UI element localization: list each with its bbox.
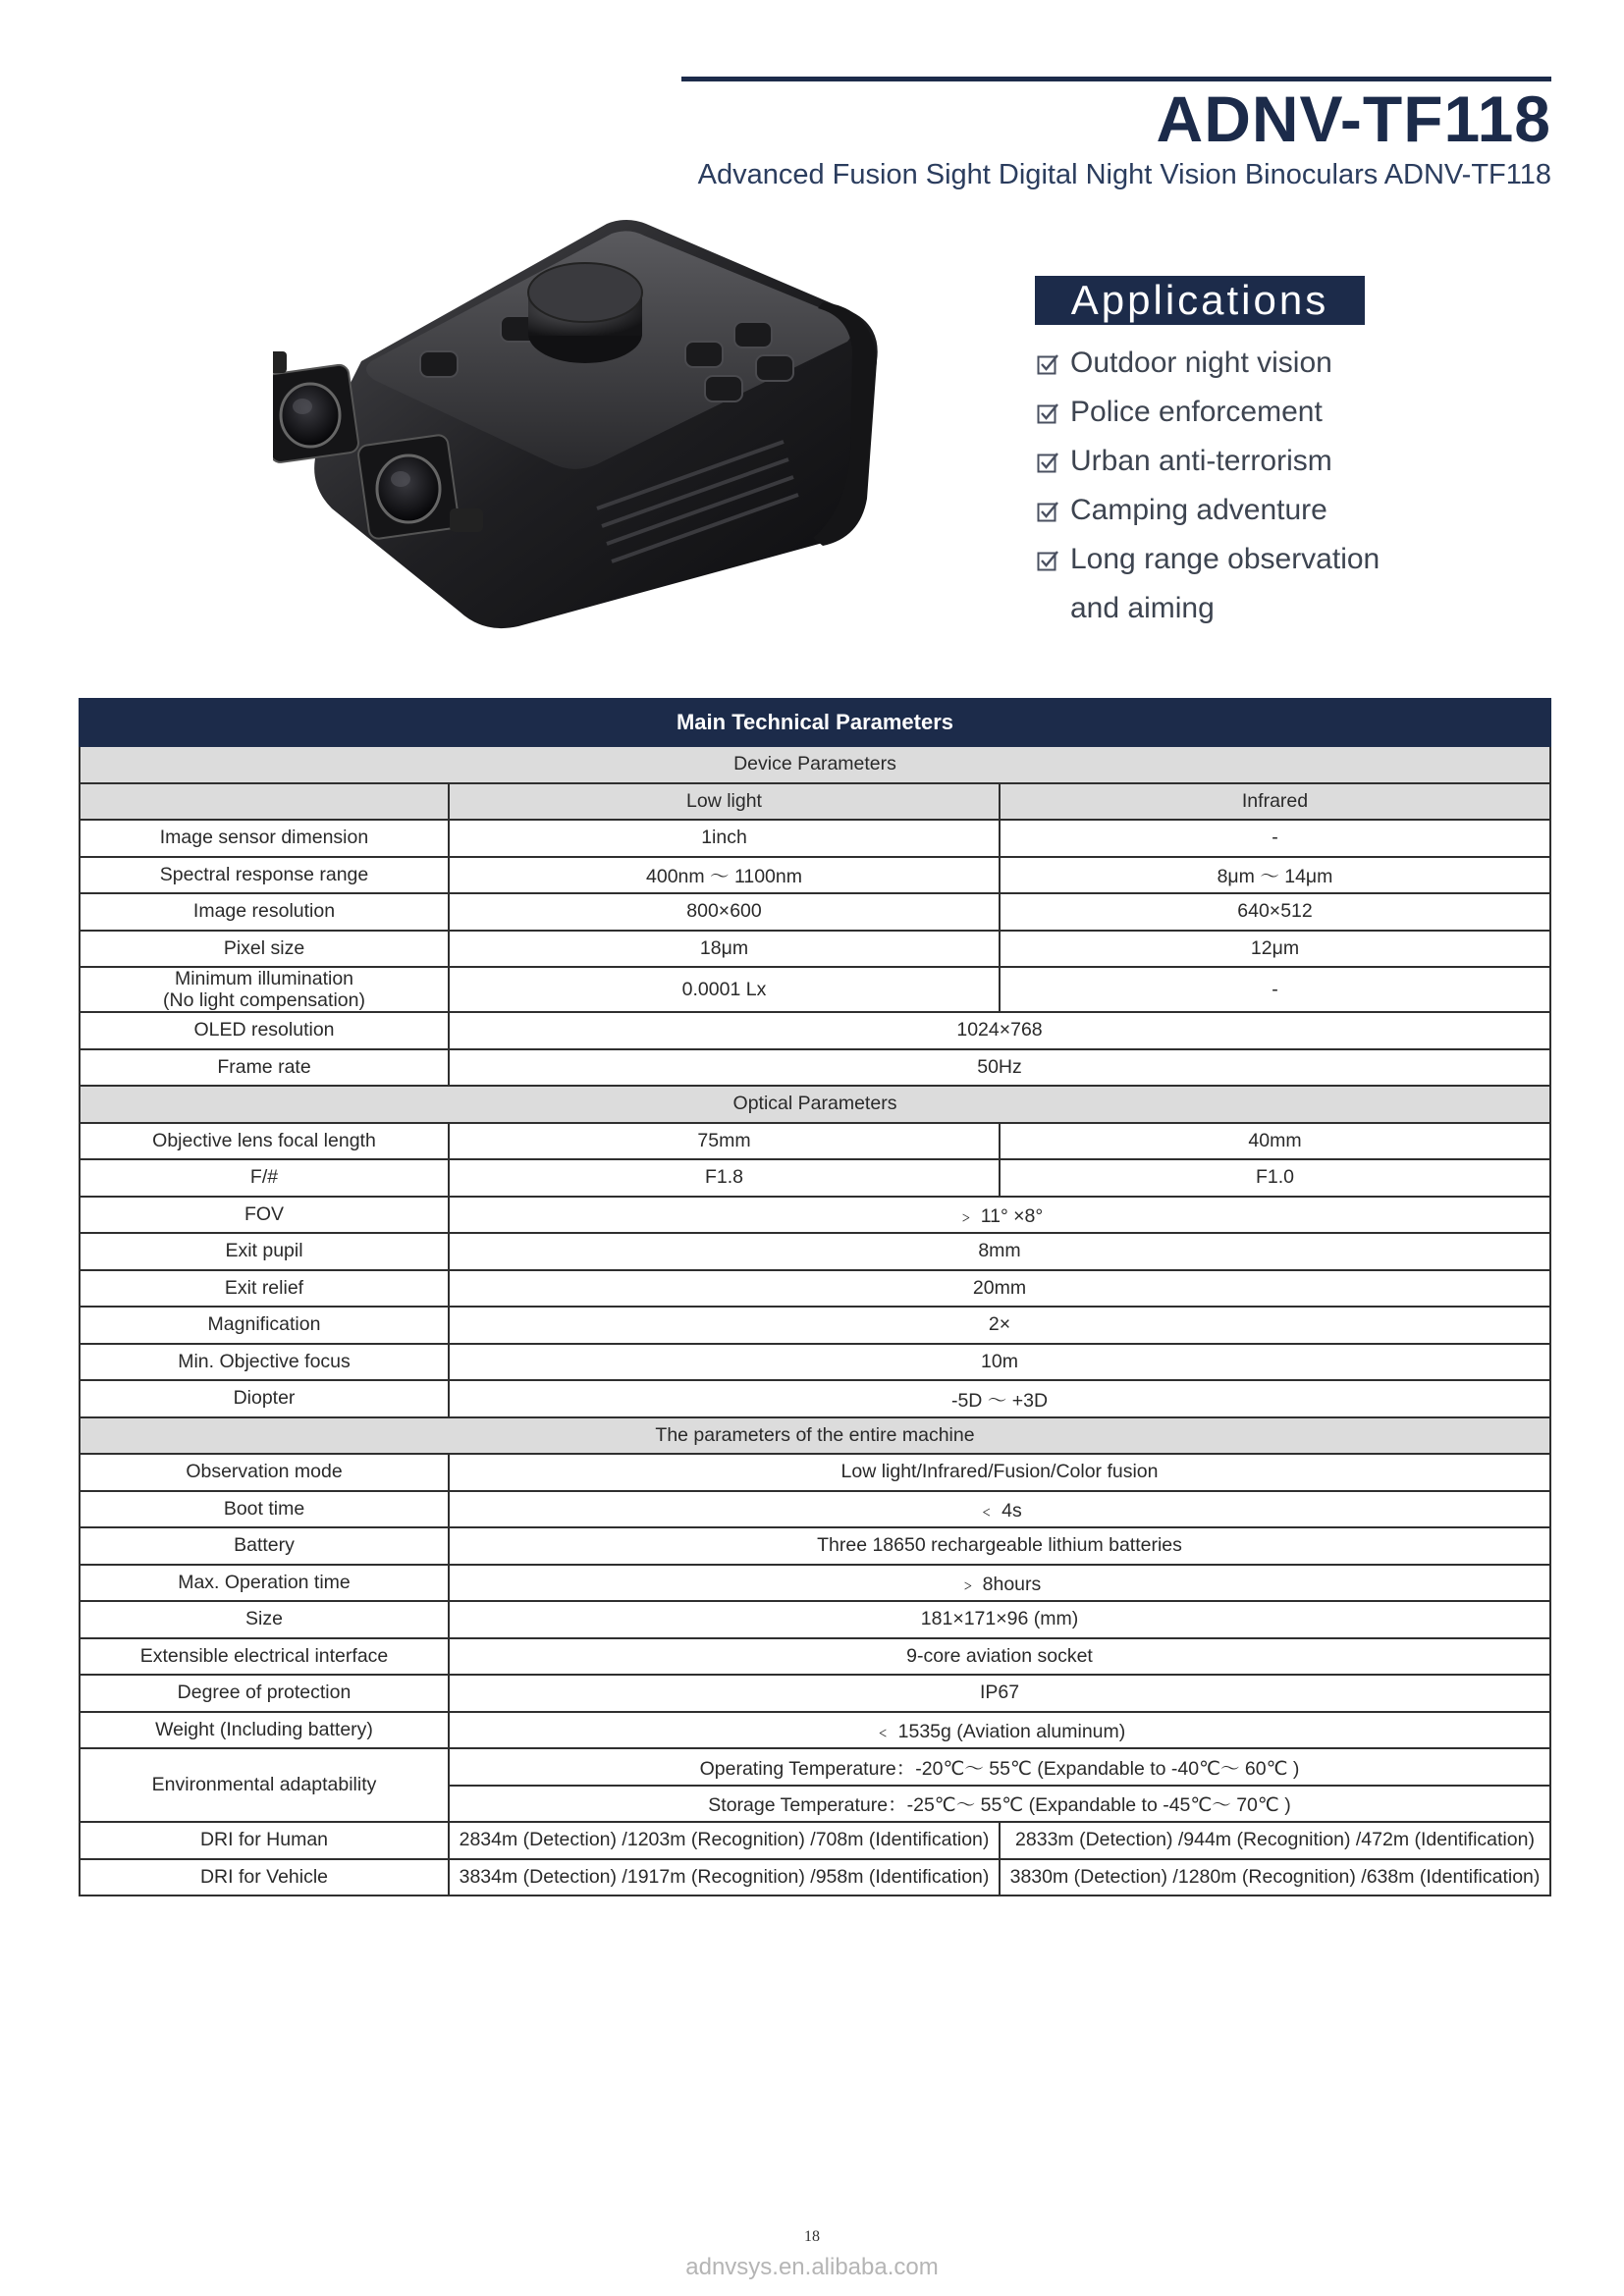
param-label: Battery xyxy=(80,1527,449,1565)
param-value: ﹤ 4s xyxy=(449,1491,1550,1528)
table-row xyxy=(80,1233,1550,1270)
application-label: Outdoor night vision xyxy=(1070,347,1332,379)
night-vision-binocular-photo xyxy=(273,214,901,636)
param-value-low: 75mm xyxy=(449,1123,1000,1160)
table-row xyxy=(80,857,1550,894)
table-row xyxy=(80,1307,1550,1344)
param-label-line: Minimum illumination xyxy=(174,968,354,989)
param-label xyxy=(80,967,449,1012)
column-header-row xyxy=(80,783,1550,821)
model-title: ADNV-TF118 xyxy=(1156,82,1551,155)
application-item xyxy=(1037,391,1380,440)
param-label: Size xyxy=(80,1601,449,1638)
param-value: ﹤ 1535g (Aviation aluminum) xyxy=(449,1712,1550,1749)
table-row xyxy=(80,1675,1550,1712)
param-label: Exit relief xyxy=(80,1270,449,1308)
page-number: 18 xyxy=(804,2228,820,2245)
param-label: Max. Operation time xyxy=(80,1565,449,1602)
table-row xyxy=(80,1270,1550,1308)
param-label: Spectral response range xyxy=(80,857,449,894)
column-header-infrared: Infrared xyxy=(1000,783,1550,821)
param-label: F/# xyxy=(80,1159,449,1197)
table-row xyxy=(80,1123,1550,1160)
application-item-continuation xyxy=(1037,587,1380,636)
section-machine: The parameters of the entire machine xyxy=(80,1417,1550,1455)
technical-parameters-table xyxy=(79,698,1551,1896)
param-value: 8mm xyxy=(449,1233,1550,1270)
application-label: and aiming xyxy=(1070,592,1215,624)
table-row xyxy=(80,1527,1550,1565)
param-value: 1024×768 xyxy=(449,1012,1550,1049)
param-value-low: 0.0001 Lx xyxy=(449,967,1000,1012)
application-item xyxy=(1037,489,1380,538)
checkbox-icon xyxy=(1037,452,1058,473)
table-row xyxy=(80,1822,1550,1859)
table-row xyxy=(80,1344,1550,1381)
table-row xyxy=(80,931,1550,968)
param-value: ﹥ 8hours xyxy=(449,1565,1550,1602)
param-value: 20mm xyxy=(449,1270,1550,1308)
param-value-ir: - xyxy=(1000,967,1550,1012)
param-value: 181×171×96 (mm) xyxy=(449,1601,1550,1638)
param-label: Image sensor dimension xyxy=(80,820,449,857)
param-value: Low light/Infrared/Fusion/Color fusion xyxy=(449,1454,1550,1491)
section-row xyxy=(80,746,1550,783)
param-label: Exit pupil xyxy=(80,1233,449,1270)
header-rule xyxy=(681,77,1551,81)
param-value: -5D ～ +3D xyxy=(449,1380,1550,1417)
param-value-low: F1.8 xyxy=(449,1159,1000,1197)
table-row xyxy=(80,1159,1550,1197)
param-value: 50Hz xyxy=(449,1049,1550,1087)
param-label: DRI for Vehicle xyxy=(80,1859,449,1896)
param-label: Degree of protection xyxy=(80,1675,449,1712)
application-item xyxy=(1037,440,1380,489)
param-label-line: (No light compensation) xyxy=(163,989,365,1011)
param-value: Three 18650 rechargeable lithium batteries xyxy=(449,1527,1550,1565)
table-row xyxy=(80,1859,1550,1896)
table-row xyxy=(80,1491,1550,1528)
table-row xyxy=(80,1454,1550,1491)
param-value-low: 2834m (Detection) /1203m (Recognition) /708m (Identification) xyxy=(449,1822,1000,1859)
application-label: Urban anti-terrorism xyxy=(1070,445,1332,477)
param-label: FOV xyxy=(80,1197,449,1234)
param-label: Boot time xyxy=(80,1491,449,1528)
table-row xyxy=(80,1712,1550,1749)
param-label: DRI for Human xyxy=(80,1822,449,1859)
section-optical: Optical Parameters xyxy=(80,1086,1550,1123)
param-label: Min. Objective focus xyxy=(80,1344,449,1381)
table-row xyxy=(80,1197,1550,1234)
application-label: Camping adventure xyxy=(1070,494,1327,526)
table-title: Main Technical Parameters xyxy=(80,699,1550,746)
param-value: 9-core aviation socket xyxy=(449,1638,1550,1676)
checkbox-icon xyxy=(1037,501,1058,522)
param-label: Observation mode xyxy=(80,1454,449,1491)
param-value-low: 3834m (Detection) /1917m (Recognition) /958m (Identification) xyxy=(449,1859,1000,1896)
column-header-empty xyxy=(80,783,449,821)
application-item xyxy=(1037,342,1380,391)
table-row xyxy=(80,820,1550,857)
checkbox-icon xyxy=(1037,402,1058,424)
param-label: Extensible electrical interface xyxy=(80,1638,449,1676)
section-row xyxy=(80,1417,1550,1455)
param-value-ir: - xyxy=(1000,820,1550,857)
checkbox-icon xyxy=(1037,353,1058,375)
param-label: OLED resolution xyxy=(80,1012,449,1049)
table-row xyxy=(80,1748,1550,1786)
product-subtitle: Advanced Fusion Sight Digital Night Vision Binoculars ADNV-TF118 xyxy=(697,159,1551,190)
param-value-low: 1inch xyxy=(449,820,1000,857)
param-label: Magnification xyxy=(80,1307,449,1344)
table-row xyxy=(80,1565,1550,1602)
table-row xyxy=(80,1601,1550,1638)
section-device: Device Parameters xyxy=(80,746,1550,783)
param-value: 2× xyxy=(449,1307,1550,1344)
param-value-ir: 40mm xyxy=(1000,1123,1550,1160)
param-label: Weight (Including battery) xyxy=(80,1712,449,1749)
param-value: IP67 xyxy=(449,1675,1550,1712)
table-title-row xyxy=(80,699,1550,746)
table-row xyxy=(80,1049,1550,1087)
checkbox-icon xyxy=(1037,550,1058,571)
table-row xyxy=(80,1638,1550,1676)
param-value-low: 400nm ～ 1100nm xyxy=(449,857,1000,894)
section-row xyxy=(80,1086,1550,1123)
param-label: Diopter xyxy=(80,1380,449,1417)
param-value-ir: 12μm xyxy=(1000,931,1550,968)
applications-list xyxy=(1037,342,1380,636)
param-label: Frame rate xyxy=(80,1049,449,1087)
param-label: Image resolution xyxy=(80,893,449,931)
param-value: Operating Temperature：-20℃～ 55℃ (Expandable to -40℃～ 60℃ ) xyxy=(449,1748,1550,1786)
param-value-low: 800×600 xyxy=(449,893,1000,931)
footer-website: adnvsys.en.alibaba.com xyxy=(685,2254,939,2280)
param-value-ir: 640×512 xyxy=(1000,893,1550,931)
column-header-low-light: Low light xyxy=(449,783,1000,821)
application-label: Police enforcement xyxy=(1070,396,1323,428)
param-label: Pixel size xyxy=(80,931,449,968)
table-row xyxy=(80,893,1550,931)
param-value-ir: 2833m (Detection) /944m (Recognition) /472m (Identification) xyxy=(1000,1822,1550,1859)
param-value-ir: 8μm ～ 14μm xyxy=(1000,857,1550,894)
param-label: Objective lens focal length xyxy=(80,1123,449,1160)
table-row xyxy=(80,1380,1550,1417)
table-row xyxy=(80,1012,1550,1049)
param-value-low: 18μm xyxy=(449,931,1000,968)
application-label: Long range observation xyxy=(1070,543,1380,575)
param-value: 10m xyxy=(449,1344,1550,1381)
application-item xyxy=(1037,538,1380,587)
param-value: Storage Temperature：-25℃～ 55℃ (Expandable to -45℃～ 70℃ ) xyxy=(449,1786,1550,1823)
applications-title: Applications xyxy=(1035,276,1365,325)
param-label: Environmental adaptability xyxy=(80,1748,449,1822)
param-value: ﹥ 11° ×8° xyxy=(449,1197,1550,1234)
table-row xyxy=(80,967,1550,1012)
param-value-ir: F1.0 xyxy=(1000,1159,1550,1197)
param-value-ir: 3830m (Detection) /1280m (Recognition) /638m (Identification) xyxy=(1000,1859,1550,1896)
